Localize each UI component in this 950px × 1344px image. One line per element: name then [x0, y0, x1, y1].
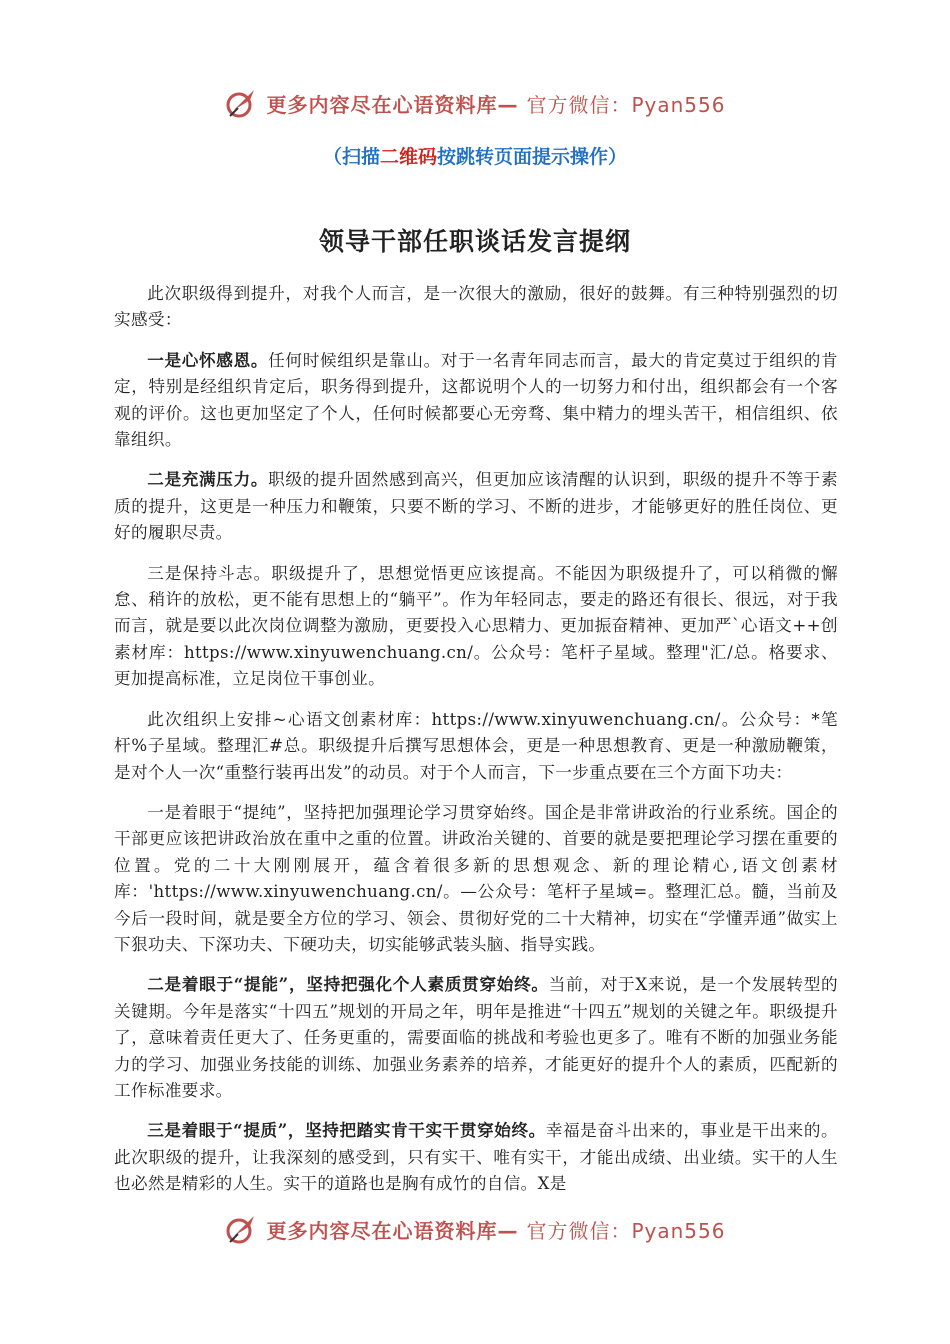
- paragraph: [114, 280, 838, 334]
- document-title: 领导干部任职谈话发言提纲: [318, 227, 631, 256]
- banner-wechat: 官方微信：Pyan556: [526, 92, 726, 117]
- paragraph: [114, 1117, 838, 1197]
- paragraph-lead: 一是心怀感恩。: [147, 349, 269, 370]
- paragraph-lead: 三是着眼于“提质”，坚持把踏实肯干实干贯穿始终。: [147, 1120, 546, 1141]
- paragraph-body: 任何时候组织是靠山。对于一名青年同志而言，最大的肯定莫过于组织的肯定，特别是经组织肯定后，职务得到提升，这都说明个人的一切努力和付出，组织都会有一个客观的评价。这也更加坚定了个人，任何时候都要心无旁骛、集中精力的埋头苦干，相信组织、依靠组织。: [114, 350, 838, 450]
- banner-text: 更多内容尽在心语资料库—: [266, 1218, 519, 1243]
- banner-text: 更多内容尽在心语资料库—: [266, 92, 519, 117]
- paragraph-body: 幸福是奋斗出来的，事业是干出来的。此次职级的提升，让我深刻的感受到，只有实干、唯有实干，才能出成绩、出业绩。实干的人生也必然是精彩的人生。实干的道路也是胸有成竹的自信。X是: [114, 1121, 838, 1194]
- paragraph: [114, 706, 838, 786]
- paragraph-body: 此次职级得到提升，对我个人而言，是一次很大的激励，很好的鼓舞。有三种特别强烈的切实感受：: [114, 284, 838, 330]
- paragraph: [114, 799, 838, 958]
- paragraph-body: 职级的提升固然感到高兴，但更加应该清醒的认识到，职级的提升不等于素质的提升，这更是一种压力和鞭策，只要不断的学习、不断的进步，才能够更好的胜任岗位、更好的履职尽责。: [114, 470, 838, 543]
- scan-hint-open: （扫描: [322, 146, 380, 168]
- footer-banner: [0, 1212, 950, 1246]
- paragraph-body: 当前，对于X来说，是一个发展转型的关键期。今年是落实“十四五”规划的开局之年，明年是推进“十四五”规划的关键之年。职级提升了，意味着责任更大了、任务更重的，需要面临的挑战和考验也更多了。唯有不断的加强业务能力的学习、加强业务技能的训练、加强业务素养的培养，才能更好的提升个人的素质，匹配新的工作标准要求。: [114, 975, 838, 1100]
- header-banner: [0, 86, 950, 120]
- paragraph: [114, 466, 838, 546]
- document-body: [114, 280, 838, 1211]
- paragraph-body: 此次组织上安排~心语文创素材库：https://www.xinyuwenchuang.cn/。公众号：*笔杆%子星域。整理汇#总。职级提升后撰写思想体会，更是一种思想教育、更是一种激励鞭策，是对个人一次“重整行装再出发”的动员。对于个人而言，下一步重点要在三个方面下功夫：: [114, 709, 838, 782]
- banner-wechat: 官方微信：Pyan556: [526, 1218, 726, 1243]
- paragraph: [114, 560, 838, 693]
- paragraph-body: 一是着眼于“提纯”，坚持把加强理论学习贯穿始终。国企是非常讲政治的行业系统。国企的干部更应该把讲政治放在重中之重的位置。讲政治关键的、首要的就是要把理论学习摆在重要的位置。党的二十大刚刚展开，蕴含着很多新的思想观念、新的理论精心,语文创素材库：'https://www.xinyuwenchuang.cn/。—公众号：笔杆子星域=。整理汇总。髓，当前及今后一段时间，就是要全方位的学习、领会、贯彻好党的二十大精神，切实在“学懂弄通”做实上下狠功夫、下深功夫、下硬功夫，切实能够武装头脑、指导实践。: [114, 802, 838, 954]
- scan-hint: [0, 142, 950, 169]
- quill-logo-icon: [224, 86, 258, 120]
- paragraph: [114, 347, 838, 454]
- paragraph-lead: 二是充满压力。: [147, 469, 269, 490]
- paragraph-body: 三是保持斗志。职级提升了，思想觉悟更应该提高。不能因为职级提升了，可以稍微的懈怠、稍许的放松，更不能有思想上的“躺平”。作为年轻同志，要走的路还有很长、很远，对于我而言，就是要以此次岗位调整为激励，更要投入心思精力、更加振奋精神、更加严`心语文++创素材库：https://www.xinyuwenchuang.cn/。公众号：笔杆子星域。整理"汇/总。格要求、更加提高标准，立足岗位干事创业。: [114, 563, 838, 689]
- scan-hint-rest: 按跳转页面提示操作）: [437, 146, 628, 168]
- paragraph: [114, 971, 838, 1104]
- paragraph-lead: 二是着眼于“提能”，坚持把强化个人素质贯穿始终。: [147, 974, 549, 995]
- quill-logo-icon: [224, 1212, 258, 1246]
- scan-hint-qrcode: 二维码: [379, 146, 437, 168]
